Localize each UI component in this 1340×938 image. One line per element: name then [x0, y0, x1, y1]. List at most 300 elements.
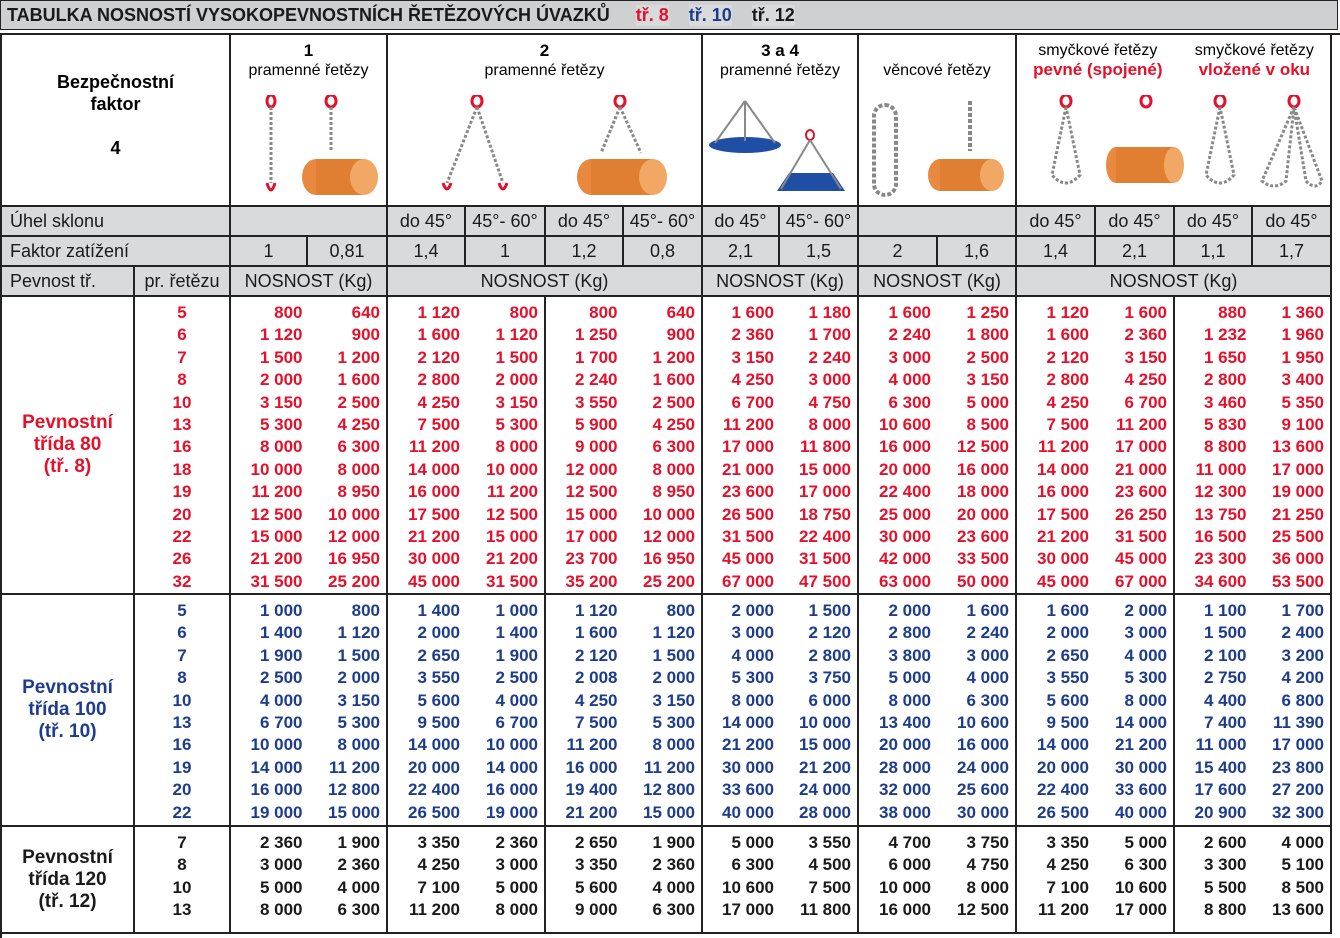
- capacity-value: 3 350: [417, 833, 460, 852]
- capacity-value: 1 180: [808, 303, 851, 322]
- capacity-value: 3 550: [574, 392, 618, 412]
- chain-diameter-label: pr. řetězu: [135, 267, 231, 297]
- capacity-header: NOSNOST (Kg): [1017, 267, 1332, 297]
- capacity-value: 17 500: [1037, 504, 1089, 524]
- capacity-column: [1253, 595, 1331, 825]
- capacity-value: 1 900: [495, 645, 538, 665]
- capacity-value: 11 200: [643, 757, 695, 777]
- capacity-value: 2 100: [1203, 645, 1247, 665]
- class-name-line3: (tř. 10): [38, 721, 97, 742]
- table-title: TABULKA NOSNOSTÍ VYSOKOPEVNOSTNÍCH ŘETĚZOVÝCH ÚVAZKŮ: [7, 4, 610, 25]
- diameter-value: 10: [172, 392, 192, 412]
- capacity-value: 17 000: [1115, 900, 1167, 920]
- capacity-value: 23 600: [1115, 482, 1167, 502]
- angle-row-label: Úhel sklonu: [2, 207, 231, 237]
- capacity-value: 6 300: [1124, 855, 1167, 875]
- capacity-value: 12 500: [957, 437, 1009, 457]
- capacity-value: 15 000: [250, 526, 303, 546]
- capacity-value: 4 250: [337, 414, 380, 434]
- capacity-value: 21 200: [408, 526, 460, 546]
- capacity-value: 4 000: [966, 668, 1009, 688]
- capacity-value: 4 000: [1281, 833, 1324, 852]
- class-name-line1: Pevnostní: [22, 677, 113, 698]
- capacity-value: 1 600: [574, 623, 618, 643]
- diameter-value: 16: [172, 735, 192, 755]
- capacity-value: 33 600: [722, 780, 774, 800]
- capacity-value: 3 460: [1203, 392, 1247, 412]
- capacity-value: 33 500: [957, 549, 1009, 569]
- capacity-value: 1 120: [652, 623, 695, 643]
- capacity-value: 1 900: [652, 833, 695, 852]
- capacity-column: [309, 827, 387, 932]
- group-2-label: pramenné řetězy: [484, 62, 605, 79]
- capacity-value: 4 250: [574, 690, 618, 710]
- capacity-value: 2 120: [808, 623, 851, 643]
- angle-cell: do 45°: [703, 207, 780, 237]
- diameter-value: 7: [177, 347, 187, 367]
- capacity-group-cell: [546, 297, 703, 595]
- capacity-value: 2 360: [652, 855, 695, 875]
- capacity-value: 800: [666, 601, 695, 620]
- capacity-value: 31 500: [250, 571, 303, 591]
- capacity-value: 3 000: [731, 623, 774, 643]
- capacity-value: 14 000: [1037, 735, 1089, 755]
- capacity-value: 11 200: [722, 414, 774, 434]
- capacity-value: 40 000: [722, 802, 774, 822]
- capacity-value: 1 232: [1203, 325, 1247, 345]
- capacity-value: 45 000: [722, 549, 774, 569]
- capacity-value: 8 000: [808, 414, 851, 434]
- capacity-value: 63 000: [879, 571, 931, 591]
- capacity-group-cell: [1175, 595, 1332, 827]
- capacity-value: 8 800: [1203, 900, 1247, 920]
- capacity-value: 3 750: [808, 668, 851, 688]
- capacity-value: 12 500: [957, 900, 1009, 920]
- capacity-value: 6 300: [337, 437, 380, 457]
- angle-cell: do 45°: [1017, 207, 1096, 237]
- group-4-label: věncové řetězy: [883, 62, 991, 79]
- capacity-value: 9 000: [574, 437, 618, 457]
- capacity-value: 2 800: [888, 623, 931, 643]
- capacity-value: 2 500: [652, 392, 695, 412]
- capacity-group-cell: [1017, 297, 1175, 595]
- capacity-value: 2 000: [652, 668, 695, 688]
- angle-cell-group1: [231, 207, 388, 237]
- capacity-value: 1 700: [574, 347, 618, 367]
- capacity-value: 26 500: [722, 504, 774, 524]
- capacity-value: 30 000: [1115, 757, 1167, 777]
- capacity-value: 7 100: [1046, 877, 1089, 897]
- diameter-value: 19: [172, 757, 192, 777]
- factor-cell: 1,1: [1175, 237, 1253, 267]
- capacity-column: [624, 297, 702, 593]
- capacity-column: [546, 827, 624, 932]
- capacity-value: 21 200: [799, 757, 851, 777]
- capacity-value: 7 500: [1046, 414, 1089, 434]
- capacity-group-cell: [388, 297, 546, 595]
- capacity-value: 10 000: [486, 735, 538, 755]
- capacity-value: 2 240: [574, 370, 618, 390]
- group-5b-sub: vložené v oku: [1198, 60, 1311, 79]
- diameter-column: [135, 827, 231, 934]
- capacity-column: [1253, 297, 1331, 593]
- capacity-value: 26 500: [408, 802, 460, 822]
- group-5-header: [1017, 35, 1332, 207]
- capacity-group-cell: [1175, 297, 1332, 595]
- capacity-value: 1 250: [574, 325, 618, 345]
- capacity-value: 17 000: [1272, 735, 1324, 755]
- capacity-value: 8 500: [966, 414, 1009, 434]
- capacity-value: 5 300: [337, 712, 380, 732]
- capacity-value: 25 600: [957, 780, 1009, 800]
- capacity-value: 1 600: [888, 303, 931, 322]
- diameter-value: 6: [177, 325, 187, 345]
- capacity-value: 2 400: [1281, 623, 1324, 643]
- capacity-value: 31 500: [486, 571, 538, 591]
- capacity-column: [546, 297, 624, 593]
- capacity-value: 15 000: [799, 735, 851, 755]
- capacity-value: 1 500: [337, 645, 380, 665]
- capacity-value: 2 000: [417, 623, 460, 643]
- group-3-header: [703, 35, 859, 207]
- capacity-value: 14 000: [722, 712, 774, 732]
- capacity-value: 17 000: [722, 437, 774, 457]
- capacity-value: 10 000: [643, 504, 695, 524]
- capacity-value: 25 500: [1272, 526, 1324, 546]
- capacity-value: 2 000: [495, 370, 538, 390]
- capacity-value: 4 700: [888, 833, 931, 852]
- capacity-value: 8 000: [337, 459, 380, 479]
- capacity-column: [780, 595, 857, 825]
- title-bar: [0, 0, 1338, 30]
- capacity-value: 5 000: [731, 833, 774, 852]
- capacity-column: [1095, 595, 1173, 825]
- capacity-value: 20 000: [957, 504, 1009, 524]
- capacity-value: 8 000: [652, 735, 695, 755]
- capacity-value: 16 000: [957, 735, 1009, 755]
- capacity-column: [546, 595, 624, 825]
- capacity-group-cell: [859, 827, 1017, 934]
- capacity-value: 1 200: [337, 347, 380, 367]
- capacity-value: 2 750: [1203, 668, 1247, 688]
- capacity-value: 8 800: [1203, 437, 1247, 457]
- capacity-value: 50 000: [957, 571, 1009, 591]
- capacity-value: 14 000: [486, 757, 538, 777]
- capacity-value: 3 350: [1046, 833, 1089, 852]
- capacity-value: 5 000: [966, 392, 1009, 412]
- capacity-value: 17 000: [1272, 459, 1324, 479]
- capacity-header: NOSNOST (Kg): [703, 267, 859, 297]
- capacity-value: 12 000: [565, 459, 618, 479]
- capacity-value: 6 300: [652, 900, 695, 920]
- capacity-value: 67 000: [1115, 571, 1167, 591]
- capacity-column: [466, 297, 544, 593]
- group-3-num: 3 a 4: [761, 41, 799, 60]
- capacity-value: 5 300: [731, 668, 774, 688]
- single-leg-chain-illustration: [231, 89, 386, 205]
- capacity-value: 11 800: [799, 437, 851, 457]
- capacity-value: 1 400: [417, 601, 460, 620]
- capacity-value: 2 650: [1046, 645, 1089, 665]
- capacity-group-cell: [859, 595, 1017, 827]
- capacity-column: [859, 297, 937, 593]
- capacity-value: 22 400: [1037, 780, 1089, 800]
- factor-cell: 2,1: [1096, 237, 1175, 267]
- capacity-value: 12 800: [643, 780, 695, 800]
- capacity-column: [624, 827, 702, 932]
- capacity-value: 1 700: [1281, 601, 1324, 620]
- capacity-value: 8 000: [1124, 690, 1167, 710]
- capacity-value: 21 250: [1272, 504, 1324, 524]
- capacity-value: 7 500: [417, 414, 460, 434]
- capacity-value: 21 200: [1115, 735, 1167, 755]
- capacity-column: [466, 827, 544, 932]
- capacity-value: 8 000: [652, 459, 695, 479]
- capacity-column: [1175, 595, 1253, 825]
- capacity-value: 26 500: [1037, 802, 1089, 822]
- capacity-column: [937, 827, 1015, 932]
- capacity-value: 6 300: [966, 690, 1009, 710]
- capacity-value: 4 000: [888, 370, 931, 390]
- capacity-value: 4 250: [1046, 392, 1089, 412]
- capacity-value: 35 200: [565, 571, 618, 591]
- capacity-value: 16 950: [328, 549, 380, 569]
- capacity-value: 1 600: [337, 370, 380, 390]
- capacity-value: 1 120: [495, 325, 538, 345]
- capacity-column: [1017, 297, 1095, 593]
- capacity-value: 4 750: [966, 855, 1009, 875]
- capacity-column: [624, 595, 702, 825]
- angle-cell-group4: [859, 207, 1017, 237]
- capacity-value: 3 150: [1124, 347, 1167, 367]
- capacity-value: 3 750: [966, 833, 1009, 852]
- capacity-value: 3 000: [495, 855, 538, 875]
- capacity-value: 7 500: [808, 877, 851, 897]
- capacity-value: 2 000: [337, 668, 380, 688]
- capacity-value: 23 600: [957, 526, 1009, 546]
- capacity-column: [1175, 827, 1253, 932]
- capacity-value: 5 300: [1124, 668, 1167, 688]
- capacity-value: 16 000: [250, 780, 303, 800]
- capacity-value: 20 000: [879, 459, 931, 479]
- class-name-line3: (tř. 12): [38, 890, 97, 912]
- capacity-value: 2 360: [1124, 325, 1167, 345]
- diameter-value: 8: [177, 855, 187, 875]
- capacity-value: 14 000: [408, 459, 460, 479]
- capacity-group-cell: [231, 297, 388, 595]
- group-5a-sub: pevné (spojené): [1033, 60, 1163, 79]
- capacity-column: [231, 595, 309, 825]
- factor-cell: 2,1: [703, 237, 780, 267]
- capacity-value: 1 500: [259, 347, 303, 367]
- capacity-value: 2 240: [966, 623, 1009, 643]
- safety-factor-line2: faktor: [90, 94, 141, 114]
- capacity-column: [1095, 297, 1173, 593]
- capacity-value: 6 700: [495, 712, 538, 732]
- capacity-value: 8 000: [966, 877, 1009, 897]
- angle-cell: 45°- 60°: [624, 207, 703, 237]
- capacity-value: 1 600: [731, 303, 774, 322]
- capacity-value: 11 200: [251, 482, 303, 502]
- capacity-value: 17 000: [1115, 437, 1167, 457]
- capacity-value: 14 000: [1115, 712, 1167, 732]
- capacity-value: 1 400: [259, 623, 303, 643]
- capacity-value: 8 000: [337, 735, 380, 755]
- capacity-value: 8 000: [259, 437, 303, 457]
- capacity-value: 2 360: [731, 325, 774, 345]
- capacity-column: [780, 297, 857, 593]
- capacity-value: 4 000: [652, 877, 695, 897]
- angle-cell: 45°- 60°: [780, 207, 859, 237]
- capacity-header: NOSNOST (Kg): [859, 267, 1017, 297]
- capacity-value: 17 500: [408, 504, 460, 524]
- capacity-value: 1 500: [808, 601, 851, 620]
- capacity-value: 4 250: [417, 392, 460, 412]
- capacity-value: 2 120: [417, 347, 460, 367]
- capacity-value: 7 500: [574, 712, 618, 732]
- capacity-value: 19 000: [1272, 482, 1324, 502]
- group-2-num: 2: [539, 41, 550, 60]
- capacity-value: 23 600: [722, 482, 774, 502]
- capacity-value: 13 750: [1194, 504, 1247, 524]
- capacity-value: 11 000: [1195, 459, 1247, 479]
- capacity-value: 6 300: [731, 855, 774, 875]
- group-1-label: pramenné řetězy: [248, 62, 369, 79]
- capacity-value: 45 000: [408, 571, 460, 591]
- capacity-value: 3 150: [259, 392, 303, 412]
- capacity-group-cell: [1017, 595, 1175, 827]
- capacity-value: 640: [351, 303, 380, 322]
- capacity-value: 4 000: [495, 690, 538, 710]
- capacity-value: 1 600: [966, 601, 1009, 620]
- capacity-value: 3 000: [259, 855, 303, 875]
- capacity-value: 21 200: [1037, 526, 1089, 546]
- capacity-value: 11 800: [799, 900, 851, 920]
- capacity-group-cell: [1175, 827, 1332, 934]
- capacity-value: 2 800: [1046, 370, 1089, 390]
- capacity-value: 10 600: [879, 414, 931, 434]
- capacity-value: 16 000: [486, 780, 538, 800]
- capacity-group-cell: [388, 827, 546, 934]
- capacity-value: 6 800: [1281, 690, 1324, 710]
- diameter-value: 8: [177, 668, 187, 688]
- capacity-value: 30 000: [879, 526, 931, 546]
- capacity-value: 10 600: [957, 712, 1009, 732]
- diameter-value: 13: [172, 712, 192, 732]
- capacity-value: 5 350: [1281, 392, 1324, 412]
- capacity-value: 4 000: [1124, 645, 1167, 665]
- capacity-value: 3 800: [888, 645, 931, 665]
- capacity-value: 5 300: [259, 414, 303, 434]
- capacity-value: 36 000: [1272, 549, 1324, 569]
- capacity-value: 1 600: [417, 325, 460, 345]
- capacity-value: 4 000: [259, 690, 303, 710]
- capacity-value: 34 600: [1194, 571, 1247, 591]
- capacity-value: 8 950: [652, 482, 695, 502]
- factor-cell: 1,4: [1017, 237, 1096, 267]
- capacity-value: 22 400: [879, 482, 931, 502]
- capacity-value: 4 000: [337, 877, 380, 897]
- capacity-value: 5 600: [1046, 690, 1089, 710]
- capacity-column: [703, 297, 780, 593]
- capacity-value: 1 120: [1046, 303, 1089, 322]
- capacity-value: 1 250: [966, 303, 1009, 322]
- capacity-value: 24 000: [957, 757, 1009, 777]
- capacity-value: 8 000: [495, 437, 538, 457]
- capacity-value: 14 000: [1037, 459, 1089, 479]
- capacity-value: 10 000: [486, 459, 538, 479]
- capacity-value: 4 000: [731, 645, 774, 665]
- capacity-value: 2 240: [888, 325, 931, 345]
- capacity-value: 13 600: [1272, 900, 1324, 920]
- capacity-value: 1 960: [1281, 325, 1324, 345]
- diameter-value: 13: [172, 900, 192, 920]
- group-5a-label: smyčkové řetězy: [1038, 42, 1158, 59]
- capacity-value: 640: [666, 303, 695, 322]
- capacity-value: 3 150: [337, 690, 380, 710]
- capacity-value: 5 000: [1124, 833, 1167, 852]
- capacity-value: 2 008: [574, 668, 618, 688]
- capacity-column: [859, 827, 937, 932]
- capacity-value: 21 000: [722, 459, 774, 479]
- capacity-value: 1 950: [1281, 347, 1324, 367]
- class-name-line2: třída 120: [28, 868, 107, 890]
- capacity-value: 19 000: [250, 802, 303, 822]
- capacity-value: 4 750: [808, 392, 851, 412]
- capacity-value: 15 400: [1194, 757, 1247, 777]
- capacity-value: 800: [351, 601, 380, 620]
- capacity-column: [388, 595, 466, 825]
- class-name-line3: (tř. 8): [43, 456, 92, 477]
- factor-cell: 1,5: [780, 237, 859, 267]
- capacity-value: 5 300: [652, 712, 695, 732]
- capacity-column: [388, 297, 466, 593]
- capacity-value: 900: [666, 325, 695, 345]
- safety-factor-value: 4: [110, 138, 121, 158]
- capacity-value: 2 360: [259, 833, 303, 852]
- angle-cell: 45°- 60°: [466, 207, 546, 237]
- capacity-value: 15 000: [328, 802, 380, 822]
- capacity-value: 12 500: [486, 504, 538, 524]
- capacity-value: 16 000: [408, 482, 460, 502]
- capacity-value: 6 000: [808, 690, 851, 710]
- capacity-value: 5 000: [495, 877, 538, 897]
- diameter-value: 20: [172, 504, 192, 524]
- capacity-value: 1 120: [574, 601, 618, 620]
- factor-cell: 1: [466, 237, 546, 267]
- capacity-value: 1 800: [966, 325, 1009, 345]
- capacity-group-cell: [231, 827, 388, 934]
- capacity-value: 2 000: [259, 370, 303, 390]
- capacity-value: 23 700: [565, 549, 618, 569]
- capacity-value: 47 500: [799, 571, 851, 591]
- capacity-column: [937, 595, 1015, 825]
- loop-chain-illustration: [1017, 89, 1330, 205]
- capacity-value: 18 750: [799, 504, 851, 524]
- capacity-value: 12 000: [328, 526, 380, 546]
- capacity-value: 1 120: [259, 325, 303, 345]
- capacity-value: 2 500: [259, 668, 303, 688]
- capacity-value: 27 200: [1272, 780, 1324, 800]
- capacity-value: 11 200: [486, 482, 538, 502]
- capacity-grid: [0, 33, 1340, 938]
- capacity-value: 15 000: [565, 504, 618, 524]
- capacity-value: 22 400: [408, 780, 460, 800]
- capacity-value: 3 550: [1046, 668, 1089, 688]
- capacity-value: 3 000: [966, 645, 1009, 665]
- capacity-value: 31 500: [799, 549, 851, 569]
- capacity-value: 25 000: [879, 504, 931, 524]
